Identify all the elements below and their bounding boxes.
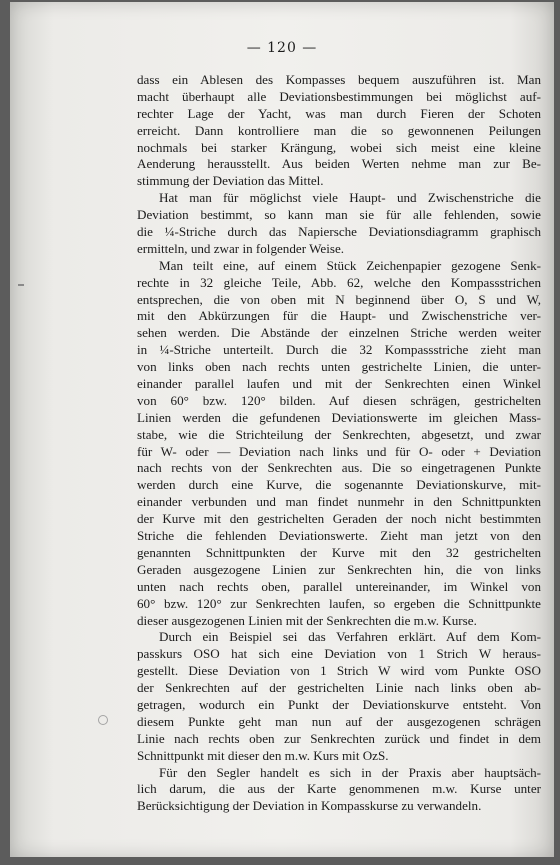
text-line: Berücksichtigung der Deviation in Kompasskurse zu verwandeln. [137, 798, 482, 814]
text-line: stabe, wie die Strichteilung der Senkrechten, abgesetzt, und zwar [137, 426, 541, 442]
text-line: Striche die fehlenden Deviationswerte. Zieht man jetzt von den [137, 528, 541, 544]
page-number: — 120 — [246, 40, 318, 56]
margin-mark [18, 284, 24, 286]
text-line: Deviation bestimmt, so kann man sie für alle fehlenden, sowie [137, 207, 541, 223]
text-line: rechte in 32 gleiche Teile, Abb. 62, welche den Kompassstrichen [137, 274, 541, 290]
text-line: der Kurve mit den gestrichelten Geraden der noch nicht bestimmten [137, 511, 541, 527]
text-line: Aenderung herausstellt. Aus beiden Werten nehme man zur Be- [137, 156, 541, 172]
text-line: stimmung der Deviation das Mittel. [137, 173, 324, 189]
text-line: diesem Punkte geht man nun auf der ausgezogenen schrägen [137, 713, 541, 729]
text-line: einander verbunden und man findet nunmehr in den Schnittpunkten [137, 494, 541, 510]
text-line: Linien werden die gefundenen Deviationswerte im gleichen Mass- [137, 409, 541, 425]
text-line: ermitteln, und zwar in folgender Weise. [137, 240, 345, 256]
text-line: gestellt. Diese Deviation von 1 Strich W wird vom Punkte OSO [137, 663, 541, 679]
text-line: von links oben nach rechts unten gestrichelte Linien, die unter- [137, 359, 541, 375]
text-line: sehen werden. Die Abstände der einzelnen Striche werden weiter [137, 325, 541, 341]
text-line: dass ein Ablesen des Kompasses bequem auszuführen ist. Man [137, 72, 541, 87]
text-line: Durch ein Beispiel sei das Verfahren erklärt. Auf dem Kom- [159, 629, 541, 645]
text-line: lich darum, die aus der Karte genommenen m.w. Kurse unter [137, 781, 541, 797]
body-text [137, 72, 541, 815]
text-line: für W- oder — Deviation nach links und für O- oder + Deviation [137, 443, 541, 459]
text-line: Hat man für möglichst viele Haupt- und Zwischenstriche die [159, 190, 541, 206]
text-line: 60° bzw. 120° zur Senkrechten laufen, so ergeben die Schnittpunkte [137, 595, 541, 611]
text-line: nach rechts von der Senkrechten aus. Die so eingetragenen Punkte [137, 460, 541, 476]
text-line: Für den Segler handelt es sich in der Praxis aber hauptsäch- [159, 764, 541, 780]
text-line: von 60° bzw. 120° bilden. Auf diesen schrägen, gestrichelten [137, 392, 541, 408]
text-line: Man teilt eine, auf einem Stück Zeichenpapier gezogene Senk- [159, 257, 541, 273]
text-line: erreicht. Dann kontrolliere man die so gewonnenen Peilungen [137, 122, 541, 138]
text-line: macht überhaupt alle Deviationsbestimmungen bei möglichst auf- [137, 88, 541, 104]
text-line: Geraden ausgezogene Linien zur Senkrechten hin, die von links [137, 561, 541, 577]
text-line: der Senkrechten auf der gestrichelten Linie nach links oben ab- [137, 680, 541, 696]
text-line: Linie nach rechts oben zur Senkrechten zurück und findet in dem [137, 730, 541, 746]
text-line: dieser ausgezogenen Linien mit der Senkrechten die m.w. Kurse. [137, 612, 477, 628]
text-line: passkurs OSO hat sich eine Deviation von 1 Strich W heraus- [137, 646, 541, 662]
text-line: unten nach rechts oben, parallel untereinander, im Winkel von [137, 578, 541, 594]
text-line: entsprechen, die von oben mit N beginnend über O, S und W, [137, 291, 541, 307]
text-line: Schnittpunkt mit dieser den m.w. Kurs mit OzS. [137, 747, 389, 763]
text-line: die ¼-Striche durch das Napiersche Deviationsdiagramm graphisch [137, 224, 541, 240]
text-line: getragen, wodurch ein Punkt der Deviationskurve entsteht. Von [137, 696, 541, 712]
text-line: rechter Lage der Yacht, was man durch Fieren der Schoten [137, 105, 541, 121]
text-line: in ¼-Striche unterteilt. Durch die 32 Kompassstriche zieht man [137, 342, 541, 358]
text-line: mit den Abkürzungen für die Haupt- und Zwischenstriche ver- [137, 308, 541, 324]
margin-dot [98, 715, 108, 725]
book-page [10, 2, 554, 857]
text-line: einander parallel laufen und mit der Senkrechten einen Winkel [137, 376, 541, 392]
text-line: werden durch eine Kurve, die sogenannte Deviationskurve, mit- [137, 477, 541, 493]
text-line: genannten Schnittpunkten der Kurve mit den 32 gestrichelten [137, 544, 541, 560]
text-line: nochmals bei starker Krängung, wobei sich meist eine kleine [137, 139, 541, 155]
